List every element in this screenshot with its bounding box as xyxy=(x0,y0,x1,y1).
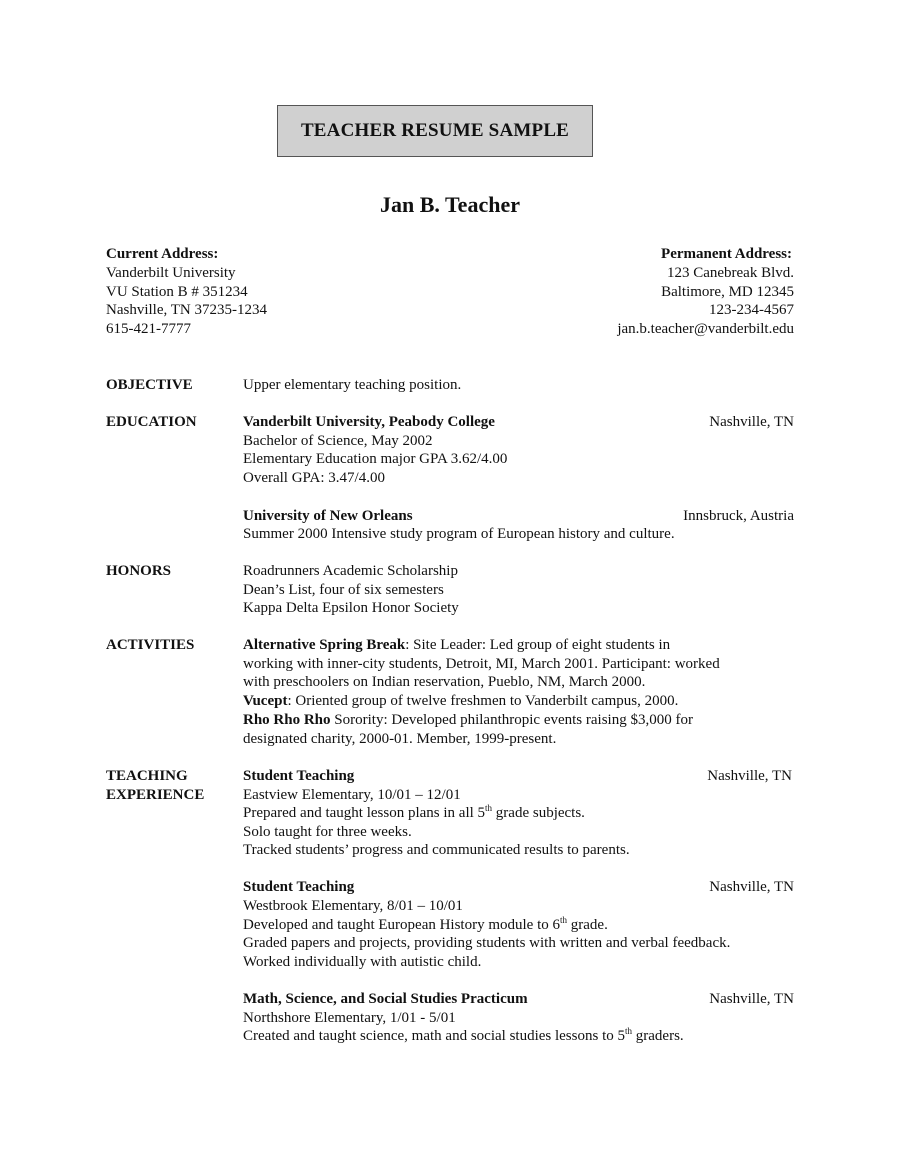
document-title: TEACHER RESUME SAMPLE xyxy=(300,120,570,141)
document-title-box xyxy=(277,105,593,157)
education-school: Vanderbilt University, Peabody College xyxy=(243,414,495,430)
current-address-line: VU Station B # 351234 xyxy=(106,284,248,300)
current-address-line: Nashville, TN 37235-1234 xyxy=(106,302,267,318)
job-place: Northshore Elementary, 1/01 - 5/01 xyxy=(243,1010,456,1026)
section-label-objective: OBJECTIVE xyxy=(106,377,193,393)
ordinal-suffix: th xyxy=(485,803,493,813)
job-duty-text: graders. xyxy=(632,1028,684,1044)
job-title: Math, Science, and Social Studies Practicum xyxy=(243,991,528,1007)
honor-item: Kappa Delta Epsilon Honor Society xyxy=(243,600,459,616)
education-location: Innsbruck, Austria xyxy=(683,508,794,524)
activity-title: Alternative Spring Break xyxy=(243,637,406,653)
activity-title: Vucept xyxy=(243,693,288,709)
section-label-honors: HONORS xyxy=(106,563,172,579)
job-duty: Solo taught for three weeks. xyxy=(243,824,412,840)
activity-text: Sorority: Developed philanthropic events raising $3,000 for xyxy=(330,712,693,728)
activity-line xyxy=(243,692,678,711)
section-label-teaching: TEACHING xyxy=(106,768,188,784)
education-detail: Overall GPA: 3.47/4.00 xyxy=(243,470,385,486)
activity-line: working with inner-city students, Detroit, MI, March 2001. Participant: worked xyxy=(243,656,720,672)
objective-text: Upper elementary teaching position. xyxy=(243,377,462,393)
permanent-address-label: Permanent Address: xyxy=(661,246,792,262)
job-duty: Tracked students’ progress and communicated results to parents. xyxy=(243,842,630,858)
activity-line: with preschoolers on Indian reservation, Pueblo, NM, March 2000. xyxy=(243,674,646,690)
activity-title: Rho Rho Rho xyxy=(243,712,331,728)
ordinal-suffix: th xyxy=(625,1026,633,1036)
job-duty-text: grade. xyxy=(567,917,608,933)
job-duty: Worked individually with autistic child. xyxy=(243,954,482,970)
job-duty xyxy=(243,916,608,935)
activity-line: designated charity, 2000-01. Member, 1999-present. xyxy=(243,731,557,747)
education-detail: Summer 2000 Intensive study program of European history and culture. xyxy=(243,526,675,542)
education-school: University of New Orleans xyxy=(243,508,413,524)
permanent-address-line: 123 Canebreak Blvd. xyxy=(666,265,794,281)
job-duty xyxy=(243,804,585,823)
job-duty-text: Developed and taught European History module to 6 xyxy=(243,917,561,933)
job-duty: Graded papers and projects, providing students with written and verbal feedback. xyxy=(243,935,731,951)
section-label-experience: EXPERIENCE xyxy=(106,787,205,803)
activity-text: : Oriented group of twelve freshmen to Vanderbilt campus, 2000. xyxy=(287,693,679,709)
job-place: Westbrook Elementary, 8/01 – 10/01 xyxy=(243,898,463,914)
job-duty-text: grade subjects. xyxy=(492,805,585,821)
current-address-line: Vanderbilt University xyxy=(106,265,236,281)
activity-line xyxy=(243,711,693,730)
education-detail: Elementary Education major GPA 3.62/4.00 xyxy=(243,451,508,467)
job-duty-text: Created and taught science, math and social studies lessons to 5 xyxy=(243,1028,625,1044)
education-detail: Bachelor of Science, May 2002 xyxy=(243,433,433,449)
section-label-activities: ACTIVITIES xyxy=(106,637,195,653)
candidate-name: Jan B. Teacher xyxy=(380,192,520,217)
current-address-label: Current Address: xyxy=(106,246,219,262)
ordinal-suffix: th xyxy=(560,915,568,925)
job-title: Student Teaching xyxy=(243,768,355,784)
job-location: Nashville, TN xyxy=(709,879,794,895)
activity-line xyxy=(243,636,670,655)
job-duty-text: Prepared and taught lesson plans in all 5 xyxy=(243,805,486,821)
education-location: Nashville, TN xyxy=(709,414,794,430)
permanent-phone: 123-234-4567 xyxy=(709,302,794,318)
job-place: Eastview Elementary, 10/01 – 12/01 xyxy=(243,787,461,803)
job-duty xyxy=(243,1027,684,1046)
honor-item: Roadrunners Academic Scholarship xyxy=(243,563,458,579)
section-label-education: EDUCATION xyxy=(106,414,197,430)
honor-item: Dean’s List, four of six semesters xyxy=(243,582,444,598)
job-location: Nashville, TN xyxy=(709,991,794,1007)
permanent-address-line: Baltimore, MD 12345 xyxy=(661,284,794,300)
current-phone: 615-421-7777 xyxy=(106,321,191,337)
job-title: Student Teaching xyxy=(243,879,355,895)
job-location: Nashville, TN xyxy=(707,768,792,784)
email-link[interactable]: jan.b.teacher@vanderbilt.edu xyxy=(617,321,794,337)
activity-text: : Site Leader: Led group of eight students in xyxy=(405,637,671,653)
